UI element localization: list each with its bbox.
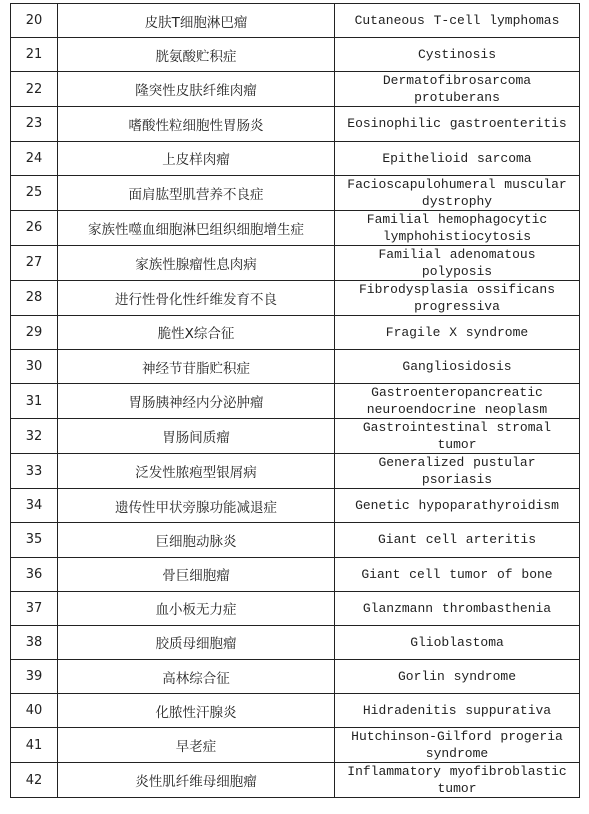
row-number-cell: 33 bbox=[11, 454, 58, 489]
chinese-name-cell: 面肩肱型肌营养不良症 bbox=[58, 175, 335, 210]
english-name-cell bbox=[335, 384, 580, 419]
english-name-text: Fibrodysplasia ossificans progressiva bbox=[358, 281, 556, 314]
row-number-cell: 28 bbox=[11, 280, 58, 315]
row-number-cell: 32 bbox=[11, 419, 58, 454]
chinese-name-cell: 胱氨酸贮积症 bbox=[58, 38, 335, 72]
table-row bbox=[11, 660, 580, 694]
english-name-text: Fragile X syndrome bbox=[385, 324, 529, 340]
table-row bbox=[11, 175, 580, 210]
disease-table-body bbox=[11, 4, 580, 798]
row-number-cell: 39 bbox=[11, 660, 58, 694]
english-name-cell bbox=[335, 210, 580, 245]
english-name-cell bbox=[335, 4, 580, 38]
row-number-cell: 27 bbox=[11, 245, 58, 280]
english-name-cell bbox=[335, 141, 580, 175]
chinese-name-cell: 化脓性汗腺炎 bbox=[58, 694, 335, 728]
english-name-cell bbox=[335, 454, 580, 489]
english-name-cell bbox=[335, 315, 580, 349]
table-row bbox=[11, 419, 580, 454]
row-number-cell: 41 bbox=[11, 728, 58, 763]
table-row bbox=[11, 349, 580, 383]
table-row bbox=[11, 210, 580, 245]
row-number-cell: 31 bbox=[11, 384, 58, 419]
table-row bbox=[11, 72, 580, 107]
chinese-name-cell: 上皮样肉瘤 bbox=[58, 141, 335, 175]
table-row bbox=[11, 384, 580, 419]
table-row bbox=[11, 694, 580, 728]
chinese-name-cell: 进行性骨化性纤维发育不良 bbox=[58, 280, 335, 315]
row-number-cell: 38 bbox=[11, 625, 58, 659]
chinese-name-cell: 遗传性甲状旁腺功能减退症 bbox=[58, 489, 335, 523]
english-name-text: Genetic hypoparathyroidism bbox=[355, 498, 559, 514]
english-name-cell bbox=[335, 625, 580, 659]
table-row bbox=[11, 763, 580, 798]
table-row bbox=[11, 557, 580, 591]
table-row bbox=[11, 315, 580, 349]
row-number-cell: 30 bbox=[11, 349, 58, 383]
chinese-name-cell: 炎性肌纤维母细胞瘤 bbox=[58, 763, 335, 798]
chinese-name-cell: 胃肠间质瘤 bbox=[58, 419, 335, 454]
row-number-cell: 40 bbox=[11, 694, 58, 728]
row-number-cell: 26 bbox=[11, 210, 58, 245]
english-name-cell bbox=[335, 728, 580, 763]
english-name-cell bbox=[335, 419, 580, 454]
row-number-cell: 24 bbox=[11, 141, 58, 175]
english-name-text: Generalized pustular psoriasis bbox=[378, 455, 536, 488]
chinese-name-cell: 嗜酸性粒细胞性胃肠炎 bbox=[58, 107, 335, 141]
chinese-name-cell: 骨巨细胞瘤 bbox=[58, 557, 335, 591]
table-row bbox=[11, 728, 580, 763]
chinese-name-cell: 家族性腺瘤性息肉病 bbox=[58, 245, 335, 280]
row-number-cell: 42 bbox=[11, 763, 58, 798]
table-row bbox=[11, 38, 580, 72]
disease-table bbox=[10, 3, 580, 798]
english-name-text: Glioblastoma bbox=[410, 634, 504, 650]
english-name-cell bbox=[335, 557, 580, 591]
table-row bbox=[11, 454, 580, 489]
chinese-name-cell: 血小板无力症 bbox=[58, 591, 335, 625]
english-name-cell bbox=[335, 489, 580, 523]
english-name-text: Giant cell arteritis bbox=[377, 532, 537, 548]
english-name-text: Gangliosidosis bbox=[402, 359, 512, 375]
chinese-name-cell: 神经节苷脂贮积症 bbox=[58, 349, 335, 383]
chinese-name-cell: 隆突性皮肤纤维肉瘤 bbox=[58, 72, 335, 107]
english-name-cell bbox=[335, 38, 580, 72]
english-name-text: Familial hemophagocytic lymphohistiocytosis bbox=[366, 211, 548, 244]
english-name-cell bbox=[335, 523, 580, 557]
row-number-cell: 36 bbox=[11, 557, 58, 591]
chinese-name-cell: 巨细胞动脉炎 bbox=[58, 523, 335, 557]
english-name-cell bbox=[335, 72, 580, 107]
table-row bbox=[11, 245, 580, 280]
table-row bbox=[11, 141, 580, 175]
english-name-text: Cystinosis bbox=[417, 47, 496, 63]
english-name-cell bbox=[335, 591, 580, 625]
row-number-cell: 34 bbox=[11, 489, 58, 523]
english-name-cell bbox=[335, 107, 580, 141]
row-number-cell: 25 bbox=[11, 175, 58, 210]
row-number-cell: 37 bbox=[11, 591, 58, 625]
english-name-text: Giant cell tumor of bone bbox=[361, 566, 553, 582]
row-number-cell: 20 bbox=[11, 4, 58, 38]
chinese-name-cell: 脆性X综合征 bbox=[58, 315, 335, 349]
chinese-name-cell: 泛发性脓疱型银屑病 bbox=[58, 454, 335, 489]
english-name-cell bbox=[335, 280, 580, 315]
chinese-name-cell: 胃肠胰神经内分泌肿瘤 bbox=[58, 384, 335, 419]
english-name-cell bbox=[335, 694, 580, 728]
row-number-cell: 23 bbox=[11, 107, 58, 141]
english-name-text: Glanzmann thrombasthenia bbox=[362, 600, 552, 616]
table-row bbox=[11, 107, 580, 141]
english-name-text: Familial adenomatous polyposis bbox=[378, 246, 536, 279]
table-row bbox=[11, 489, 580, 523]
english-name-text: Gastrointestinal stromal tumor bbox=[362, 420, 552, 453]
english-name-cell bbox=[335, 349, 580, 383]
english-name-text: Hutchinson-Gilford progeria syndrome bbox=[351, 729, 563, 762]
english-name-text: Epithelioid sarcoma bbox=[382, 150, 532, 166]
row-number-cell: 21 bbox=[11, 38, 58, 72]
chinese-name-cell: 皮肤T细胞淋巴瘤 bbox=[58, 4, 335, 38]
english-name-cell bbox=[335, 245, 580, 280]
english-name-text: Hidradenitis suppurativa bbox=[362, 703, 552, 719]
chinese-name-cell: 家族性噬血细胞淋巴组织细胞增生症 bbox=[58, 210, 335, 245]
english-name-text: Dermatofibrosarcoma protuberans bbox=[382, 73, 532, 106]
row-number-cell: 22 bbox=[11, 72, 58, 107]
english-name-text: Gorlin syndrome bbox=[397, 669, 517, 685]
english-name-text: Cutaneous T-cell lymphomas bbox=[354, 13, 560, 29]
table-row bbox=[11, 591, 580, 625]
chinese-name-cell: 高林综合征 bbox=[58, 660, 335, 694]
table-row bbox=[11, 523, 580, 557]
english-name-text: Gastroenteropancreatic neuroendocrine neoplasm bbox=[366, 385, 548, 418]
english-name-text: Inflammatory myofibroblastic tumor bbox=[347, 764, 567, 797]
row-number-cell: 29 bbox=[11, 315, 58, 349]
english-name-cell bbox=[335, 763, 580, 798]
table-row bbox=[11, 280, 580, 315]
english-name-cell bbox=[335, 175, 580, 210]
english-name-cell bbox=[335, 660, 580, 694]
row-number-cell: 35 bbox=[11, 523, 58, 557]
chinese-name-cell: 早老症 bbox=[58, 728, 335, 763]
table-row bbox=[11, 625, 580, 659]
chinese-name-cell: 胶质母细胞瘤 bbox=[58, 625, 335, 659]
english-name-text: Facioscapulohumeral muscular dystrophy bbox=[347, 176, 567, 209]
english-name-text: Eosinophilic gastroenteritis bbox=[347, 116, 567, 132]
table-row bbox=[11, 4, 580, 38]
